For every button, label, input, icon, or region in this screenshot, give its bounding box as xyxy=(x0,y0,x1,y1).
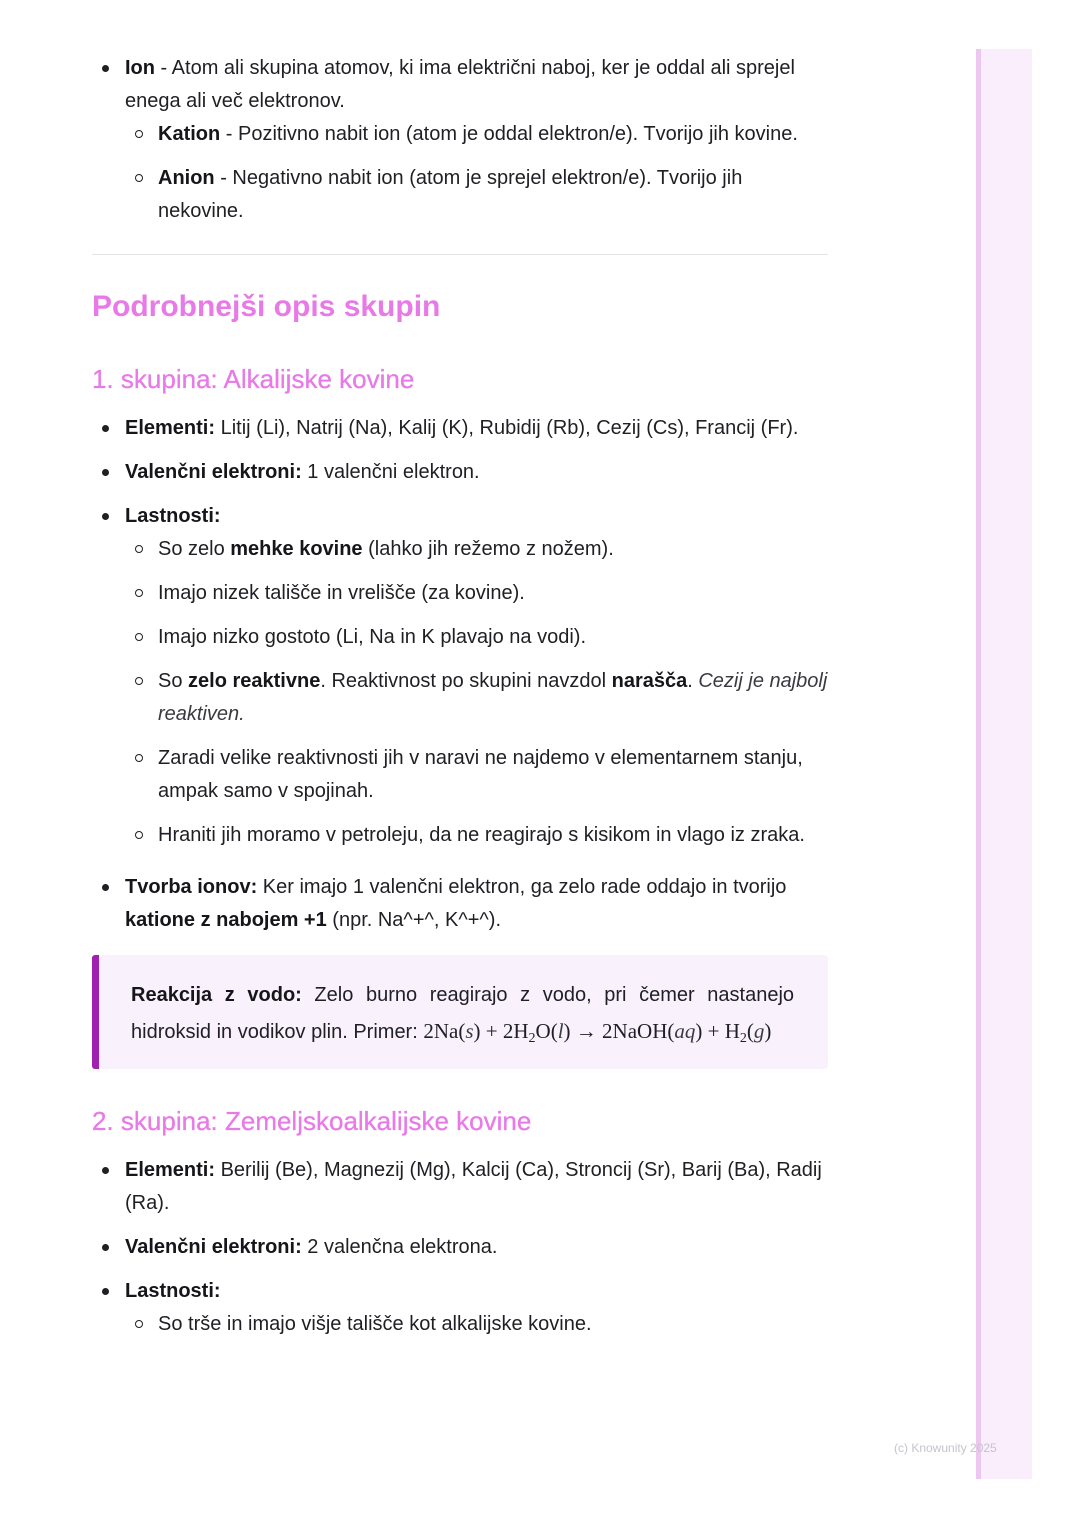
list-item-valence xyxy=(92,1231,828,1264)
ion-sublist xyxy=(125,118,828,228)
ion-definition: - Atom ali skupina atomov, ki ima električni naboj, ker je oddal ali sprejel enega ali več elektronov. xyxy=(125,57,795,112)
anion-definition: - Negativno nabit ion (atom je sprejel elektron/e). Tvorijo jih nekovine. xyxy=(158,167,743,222)
eq-state: aq xyxy=(674,1019,696,1043)
eq-part: ) + 2H xyxy=(473,1019,529,1043)
property-item xyxy=(125,533,828,566)
eq-part: ) + H xyxy=(695,1019,740,1043)
ion-list xyxy=(92,52,828,228)
property-item xyxy=(125,665,828,731)
list-item-anion xyxy=(125,162,828,228)
group1-heading: 1. skupina: Alkalijske kovine xyxy=(92,364,415,394)
property-item: Imajo nizko gostoto (Li, Na in K plavajo na vodi). xyxy=(125,621,828,654)
property-text: So zelo xyxy=(158,538,231,560)
list-item-ion-formation xyxy=(92,871,828,937)
elements-label: Elementi: xyxy=(125,417,216,439)
valence-text: 2 valenčna elektrona. xyxy=(301,1236,498,1258)
elements-label: Elementi: xyxy=(125,1159,216,1181)
eq-state: l xyxy=(557,1019,564,1043)
callout-reaction xyxy=(92,955,828,1069)
property-text: . Reaktivnost po skupini navzdol xyxy=(320,670,612,692)
properties-sublist xyxy=(125,1308,828,1341)
sidebar-panel xyxy=(976,49,1032,1479)
property-bold: narašča xyxy=(611,670,688,692)
property-italic: Cezij je najbolj reaktiven. xyxy=(158,670,828,725)
list-item-kation xyxy=(125,118,828,151)
group1-list xyxy=(92,412,828,937)
sidebar-border xyxy=(976,49,981,1479)
ions-label: Tvorba ionov: xyxy=(125,876,258,898)
document-content xyxy=(92,52,828,1352)
ions-tail: (npr. Na^+^, K^+^). xyxy=(326,909,502,931)
ions-bold: katione z nabojem +1 xyxy=(125,909,327,931)
list-item-valence xyxy=(92,456,828,489)
group2-list xyxy=(92,1154,828,1341)
elements-text: Berilij (Be), Magnezij (Mg), Kalcij (Ca), Stroncij (Sr), Barij (Ba), Radij (Ra). xyxy=(125,1159,822,1214)
eq-part: O( xyxy=(535,1019,558,1043)
watermark: (c) Knowunity 2025 xyxy=(894,1441,997,1455)
property-item: Imajo nizek tališče in vrelišče (za kovine). xyxy=(125,577,828,610)
property-bold: mehke kovine xyxy=(230,538,363,560)
eq-state: g xyxy=(753,1019,765,1043)
property-item: Hraniti jih moramo v petroleju, da ne reagirajo s kisikom in vlago iz zraka. xyxy=(125,819,828,852)
term-anion: Anion xyxy=(158,167,215,189)
valence-text: 1 valenčni elektron. xyxy=(301,461,480,483)
eq-state: s xyxy=(465,1019,474,1043)
section-title: Podrobnejši opis skupin xyxy=(92,290,441,323)
reaction-equation xyxy=(423,1019,772,1046)
callout-label: Reakcija z vodo: xyxy=(131,984,302,1006)
eq-subscript: 2 xyxy=(528,1031,536,1046)
valence-label: Valenčni elektroni: xyxy=(125,461,302,483)
term-kation: Kation xyxy=(158,123,221,145)
list-item-properties xyxy=(92,500,828,852)
eq-part: ) xyxy=(764,1019,772,1043)
valence-label: Valenčni elektroni: xyxy=(125,1236,302,1258)
property-item: Zaradi velike reaktivnosti jih v naravi ne najdemo v elementarnem stanju, ampak samo v spojinah. xyxy=(125,742,828,808)
section-divider xyxy=(92,254,828,255)
properties-label: Lastnosti: xyxy=(125,1280,221,1302)
eq-part: ( xyxy=(746,1019,754,1043)
eq-subscript: 2 xyxy=(739,1031,747,1046)
property-item: So trše in imajo višje tališče kot alkalijske kovine. xyxy=(125,1308,828,1341)
list-item-elements xyxy=(92,1154,828,1220)
property-text: (lahko jih režemo z nožem). xyxy=(362,538,614,560)
ions-text: Ker imajo 1 valenčni elektron, ga zelo rade oddajo in tvorijo xyxy=(257,876,787,898)
kation-definition: - Pozitivno nabit ion (atom je oddal elektron/e). Tvorijo jih kovine. xyxy=(220,123,798,145)
group2-heading: 2. skupina: Zemeljskoalkalijske kovine xyxy=(92,1106,532,1136)
properties-sublist xyxy=(125,533,828,852)
list-item-ion xyxy=(92,52,828,228)
list-item-elements xyxy=(92,412,828,445)
term-ion: Ion xyxy=(125,57,155,79)
property-bold: zelo reaktivne xyxy=(188,670,321,692)
list-item-properties xyxy=(92,1275,828,1341)
eq-part: ) → 2NaOH( xyxy=(563,1019,675,1043)
elements-text: Litij (Li), Natrij (Na), Kalij (K), Rubidij (Rb), Cezij (Cs), Francij (Fr). xyxy=(215,417,799,439)
properties-label: Lastnosti: xyxy=(125,505,221,527)
property-text: So xyxy=(158,670,189,692)
callout-text: Zelo burno reagirajo z vodo, pri čemer nastanejo hidroksid in vodikov plin. Primer: xyxy=(131,984,795,1043)
eq-part: 2Na( xyxy=(423,1019,466,1043)
property-text: . xyxy=(687,670,699,692)
